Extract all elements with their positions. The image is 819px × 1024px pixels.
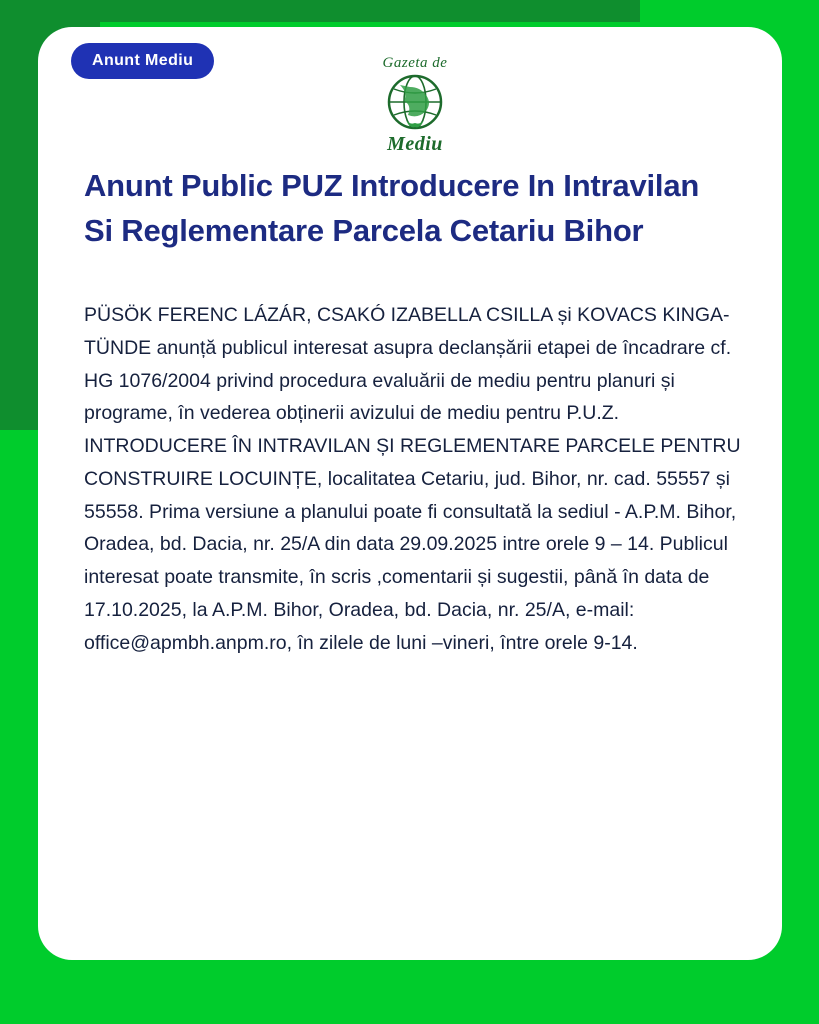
gazeta-de-mediu-logo [360, 53, 470, 163]
announcement-body: PÜSÖK FERENC LÁZÁR, CSAKÓ IZABELLA CSILLA și KOVACS KINGA-TÜNDE anunță publicul interesat asupra declanșării etapei de încadrare cf. HG 1076/2004 privind procedura evaluării de mediu pentru planuri și programe, în vederea obținerii avizului de mediu pentru P.U.Z. INTRODUCERE ÎN INTRAVILAN ȘI REGLEMENTARE PARCELE PENTRU CONSTRUIRE LOCUINȚE, localitatea Cetariu, jud. Bihor, nr. cad. 55557 și 55558. Prima versiune a planului poate fi consultată la sediul - A.P.M. Bihor, Oradea, bd. Dacia, nr. 25/A din data 29.09.2025 intre orele 9 – 14. Publicul interesat poate transmite, în scris ,comentarii și sugestii, până în data de 17.10.2025, la A.P.M. Bihor, Oradea, bd. Dacia, nr. 25/A, e-mail: office@apmbh.anpm.ro, în zilele de luni –vineri, între orele 9-14. [84, 304, 747, 654]
logo-word-bottom: Mediu [387, 133, 443, 155]
background-accent-top [0, 0, 640, 22]
page-title: Anunt Public PUZ Introducere In Intravilan Si Reglementare Parcela Cetariu Bihor [84, 167, 700, 248]
status-badge: Anunt Mediu [71, 43, 214, 79]
logo-word-top: Gazeta de [382, 55, 448, 71]
announcement-card [38, 27, 782, 960]
globe-icon [386, 73, 444, 131]
